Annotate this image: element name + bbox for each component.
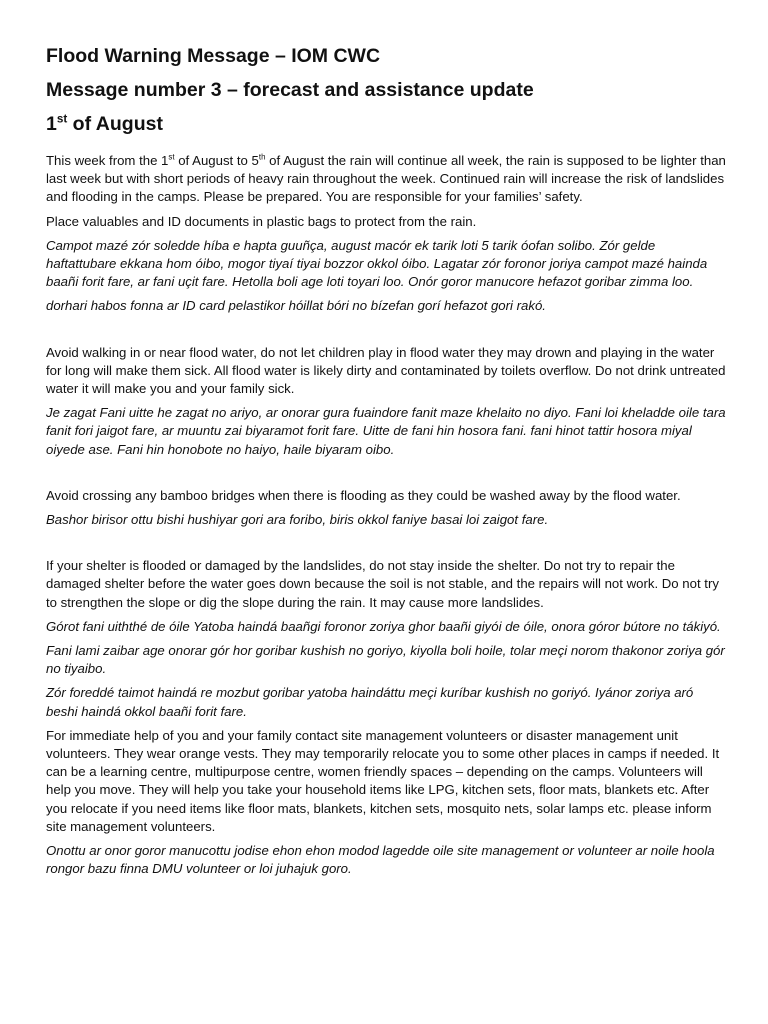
date-day: 1 xyxy=(46,113,57,135)
message-subtitle: Message number 3 – forecast and assistance update xyxy=(46,79,534,101)
message-date xyxy=(46,112,728,136)
intro-text-a: This week from the 1 xyxy=(46,153,169,168)
flood-water-paragraph: Avoid walking in or near flood water, do not let children play in flood water they may drown and playing in the water for long will make them sick. All flood water is likely dirty and contaminated by toilets overflow. Do not drink untreated water it will make you and your family sick. xyxy=(46,344,726,397)
bridges-paragraph: Avoid crossing any bamboo bridges when there is flooding as they could be washed away by the flood water. xyxy=(46,487,681,503)
intro-text-c: of August the rain will continue all week, the rain is supposed to be lighter than last week but with short periods of heavy rain throughout the week. Continued rain will increase the risk of landslides and flooding in the camps. Please be prepared. You are responsible for your families’ safety. xyxy=(46,153,726,205)
valuables-paragraph: Place valuables and ID documents in plastic bags to protect from the rain. xyxy=(46,213,477,229)
date-suffix: st xyxy=(56,112,68,126)
intro-text-b: of August to 5 xyxy=(174,153,259,168)
shelter-rohingya-paragraph-1: Górot fani uiththé de óile Yatoba haindá baañgi foronor zoriya ghor baañi giyói de óile, onora góror bútore no tákiyó. xyxy=(46,618,721,634)
shelter-paragraph: If your shelter is flooded or damaged by the landslides, do not stay inside the shelter. Do not try to repair the damaged shelter before the water goes down because the soil is not stable, and the repairs will not work. Do not try to strengthen the slope or dig the slope during the rain. It may cause more landslides. xyxy=(46,558,719,610)
flood-water-rohingya-paragraph: Je zagat Fani uitte he zagat no ariyo, ar onorar gura fuaindore fanit maze khelaito no diyo. Fani loi kheladde oile tara fanit fori jaigot fare, ar muuntu zai biyaramot forit fare. Uitte de fani hin hosora fani. fani hinot tattir hosora miyal oiyede ase. Fani hin honobote no haiyo, haile biyaram oibo. xyxy=(46,405,726,457)
bridges-rohingya-paragraph: Bashor birisor ottu bishi hushiyar gori ara foribo, biris okkol faniye basai loi zaigot fare. xyxy=(46,512,549,528)
intro-sup-2: th xyxy=(258,152,266,162)
header xyxy=(46,44,728,136)
intro-rohingya-paragraph: Campot mazé zór soledde híba e hapta guuñça, august macór ek tarik loti 5 tarik óofan solibo. Zór gelde haftattubare ekkana hom óibo, mogor tiyaí tiyai bozzor okkol óibo. Lagatar zór foronor joriya campot mazé hainda baañi forit fare, ar fani uçit fare. Hetolla boli age loti toyari loo. Onór goror manucore hefazot goribar zimma loo. xyxy=(46,237,708,290)
intro-paragraph xyxy=(46,152,728,207)
help-paragraph: For immediate help of you and your family contact site management volunteers or disaster management unit volunteers. They wear orange vests. They may temporarily relocate you to some other places in camps if needed. It can be a learning centre, multipurpose centre, women friendly spaces – depending on the camps. Volunteers will help you move. They will help you take your household items like LPG, kitchen sets, floor mats, blankets etc. After you relocate if you need items like floor mats, blankets, kitchen sets, mosquito nets, solar lamps etc. please inform site management volunteers. xyxy=(46,727,720,834)
shelter-rohingya-paragraph-2: Fani lami zaibar age onorar gór hor goribar kushish no goriyo, kiyolla boli hoile, tolar meçi norom thakonor zoriya gór no tiyaibo. xyxy=(46,643,725,677)
help-rohingya-paragraph: Onottu ar onor goror manucottu jodise ehon ehon modod lagedde oile site management or volunteer ar noile hoola rongor bazu finna DMU volunteer or loi juhajuk goro. xyxy=(46,843,715,877)
valuables-rohingya-paragraph: dorhari habos fonna ar ID card pelastikor hóillat bóri no bízefan gorí hefazot gori rakó. xyxy=(46,298,546,314)
document-title: Flood Warning Message – IOM CWC xyxy=(46,45,381,67)
intro-sup-1: st xyxy=(168,152,175,162)
date-month: of August xyxy=(67,113,163,135)
shelter-rohingya-paragraph-3: Zór foreddé taimot haindá re mozbut goribar yatoba haindáttu meçi kuríbar kushish no goriyó. Iyánor zoriya aró beshi haindá okkol baañi forit fare. xyxy=(46,685,694,719)
